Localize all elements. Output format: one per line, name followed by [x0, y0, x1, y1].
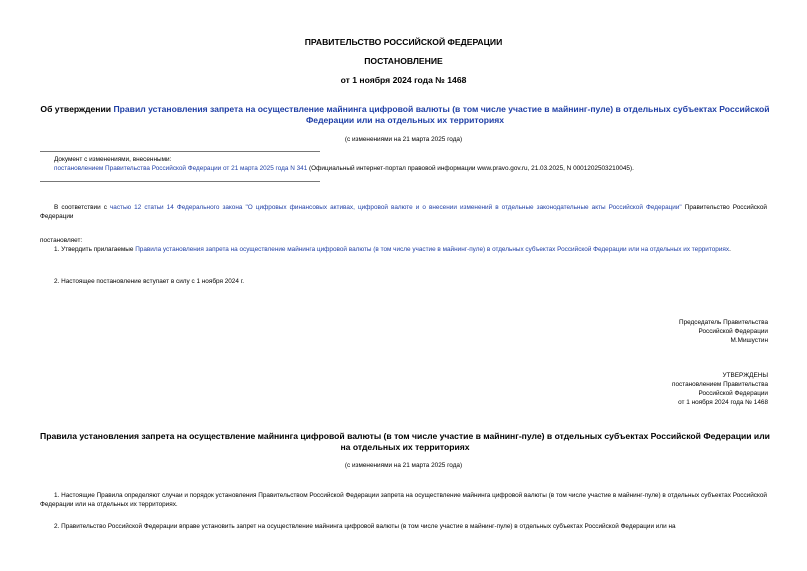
item-1-suffix: .: [729, 246, 731, 253]
item-1-paragraph: [40, 245, 767, 254]
approval-line-4: от 1 ноября 2024 года № 1468: [678, 399, 768, 406]
rules-amendment-note: (с изменениями на 21 марта 2025 года): [344, 462, 463, 469]
government-heading: ПРАВИТЕЛЬСТВО РОССИЙСКОЙ ФЕДЕРАЦИИ: [304, 37, 503, 47]
signature-line-1: Председатель Правительства: [679, 319, 768, 326]
amendment-resolution-link[interactable]: постановлением Правительства Российской Федерации от 21 марта 2025 года N 341: [54, 165, 308, 172]
signature-line-2: Российской Федерации: [698, 328, 768, 335]
item-1-prefix: 1. Утвердить прилагаемые: [54, 246, 136, 253]
approval-line-3: Российской Федерации: [698, 390, 768, 397]
resolves-text: постановляет:: [40, 237, 83, 244]
approved-rules-link[interactable]: Правила установления запрета на осуществление майнинга цифровой валюты (в том числе участие в майнинг-пуле) в отдельных субъектах Российской Федерации или на отдельных их территориях: [135, 246, 730, 253]
rules-paragraph-2: 2. Правительство Российской Федерации вправе установить запрет на осуществление майнинга цифровой валюты (в том числе участие в майнинг-пуле) в отдельных субъектах Российской Федерации или на: [54, 523, 676, 530]
title-rules-link[interactable]: Правил установления запрета на осуществление майнинга цифровой валюты (в том числе участие в майнинг-пуле) в отдельных субъектах Российской Федерации или на отдельных их территориях: [113, 104, 770, 125]
preamble-prefix: В соответствии с: [54, 204, 110, 211]
rules-title: Правила установления запрета на осуществление майнинга цифровой валюты (в том числе участие в майнинг-пуле) в отдельных субъектах Российской Федерации или на отдельных их территориях: [40, 431, 770, 452]
doc-date-number: от 1 ноября 2024 года № 1468: [340, 75, 467, 85]
preamble-paragraph: [40, 203, 767, 221]
signature-line-3: М.Мишустин: [730, 337, 768, 344]
amendment-source-note: (Официальный интернет-портал правовой информации www.pravo.gov.ru, 21.03.2025, N 0001202503210045).: [307, 165, 634, 172]
title-prefix: Об утверждении: [40, 104, 114, 114]
federal-law-link[interactable]: частью 12 статьи 14 Федерального закона "О цифровых финансовых активах, цифровой валюте и о внесении изменений в отдельные законодательные акты Российской Федерации": [109, 204, 682, 211]
changes-box-entry: [54, 164, 784, 173]
item-2-paragraph: 2. Настоящее постановление вступает в силу с 1 ноября 2024 г.: [54, 278, 245, 285]
approval-line-2: постановлением Правительства: [672, 381, 768, 388]
preamble-suffix: Правительство Российской Федерации: [40, 204, 767, 220]
rules-paragraph-1: 1. Настоящие Правила определяют случаи и порядок установления Правительством Российской Федерации запрета на осуществление майнинга цифровой валюты (в том числе участие в майнинг-пуле) в отдельных субъектах Российской Федерации или на отдельных их территориях.: [40, 492, 767, 508]
signature-block: [500, 318, 768, 345]
doc-type-heading: ПОСТАНОВЛЕНИЕ: [364, 56, 443, 66]
changes-box-top-rule: [40, 151, 320, 152]
changes-box-bottom-rule: [40, 181, 320, 182]
approval-line-1: УТВЕРЖДЕНЫ: [722, 372, 768, 379]
changes-box-label: Документ с изменениями, внесенными:: [54, 156, 172, 163]
approval-block: [500, 371, 768, 407]
title-amendment-note: (с изменениями на 21 марта 2025 года): [344, 136, 463, 143]
document-title: [40, 104, 770, 126]
